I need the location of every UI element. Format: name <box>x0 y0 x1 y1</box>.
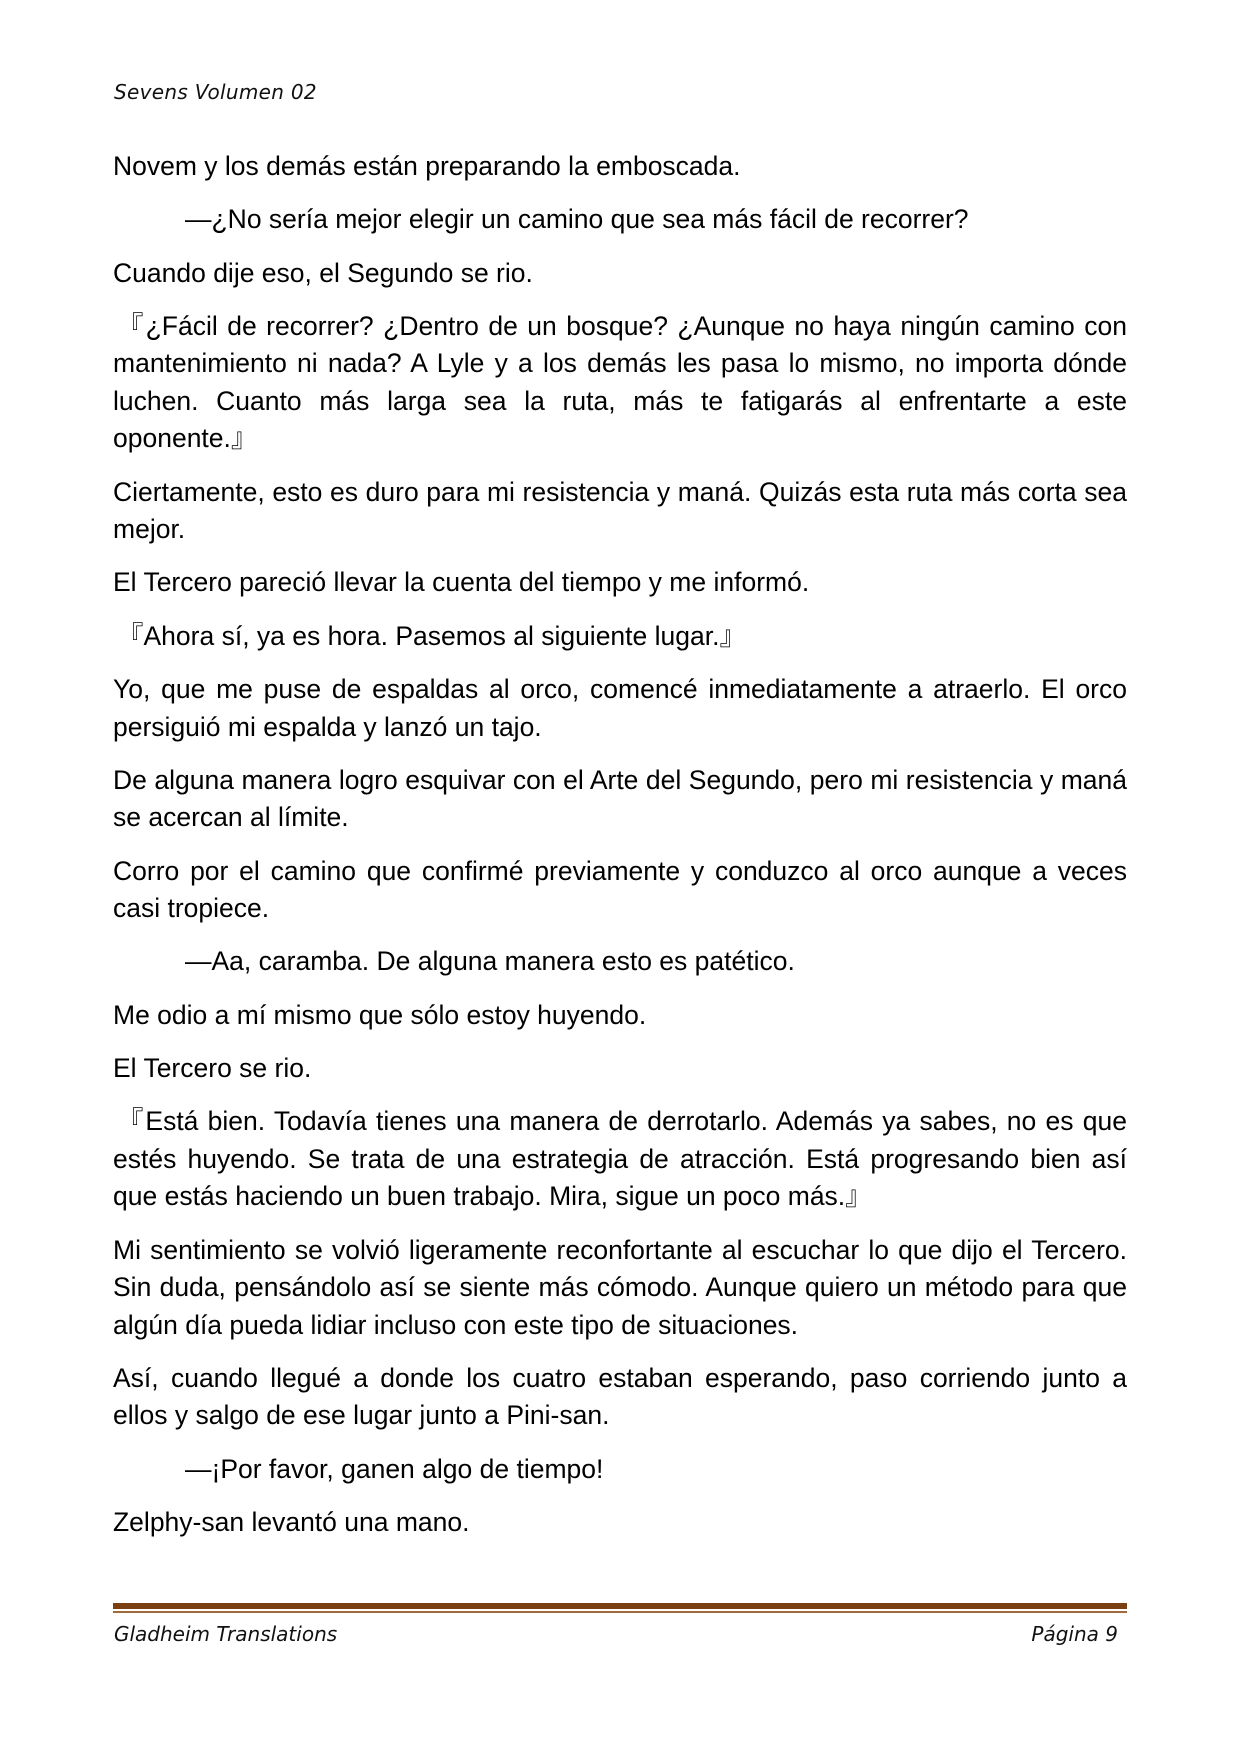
paragraph: Zelphy-san levantó una mano. <box>113 1507 470 1538</box>
paragraph: El Tercero se rio. <box>113 1053 312 1084</box>
footer-rule-thin <box>113 1611 1127 1613</box>
footer-rule <box>113 1603 1127 1609</box>
paragraph: Cuando dije eso, el Segundo se rio. <box>113 257 533 288</box>
paragraph: Me odio a mí mismo que sólo estoy huyendo. <box>113 999 647 1030</box>
inner-voice-paragraph: 『Está bien. Todavía tienes una manera de derrotarlo. Además ya sabes, no es que estés huyendo. Se trata de una estrategia de atracción. Está progresando bien así que estás haciendo un buen trabajo. Mira, sigue un poco más.』 <box>113 1106 1127 1212</box>
paragraph: Corro por el camino que confirmé previamente y conduzco al orco aunque a veces casi tropiece. <box>113 855 1127 924</box>
paragraph: El Tercero pareció llevar la cuenta del tiempo y me informó. <box>113 567 810 598</box>
dialogue-paragraph: —Aa, caramba. De alguna manera esto es patético. <box>185 946 795 977</box>
running-header: Sevens Volumen 02 <box>114 80 317 104</box>
paragraph: Mi sentimiento se volvió ligeramente reconfortante al escuchar lo que dijo el Tercero. Sin duda, pensándolo así se siente más cómodo. Aunque quiero un método para que algún día pueda lidiar incluso con este tipo de situaciones. <box>113 1234 1127 1340</box>
paragraph: Ciertamente, esto es duro para mi resistencia y maná. Quizás esta ruta más corta sea mejor. <box>113 476 1127 545</box>
paragraph: Novem y los demás están preparando la emboscada. <box>113 151 741 181</box>
paragraph: De alguna manera logro esquivar con el Arte del Segundo, pero mi resistencia y maná se acercan al límite. <box>113 764 1127 833</box>
dialogue-paragraph: —¡Por favor, ganen algo de tiempo! <box>185 1453 604 1484</box>
paragraph: Así, cuando llegué a donde los cuatro estaban esperando, paso corriendo junto a ellos y salgo de ese lugar junto a Pini-san. <box>113 1362 1127 1431</box>
page-number: Página 9 <box>1031 1622 1118 1646</box>
dialogue-paragraph: —¿No sería mejor elegir un camino que sea más fácil de recorrer? <box>185 204 969 235</box>
inner-voice-paragraph: 『¿Fácil de recorrer? ¿Dentro de un bosque? ¿Aunque no haya ningún camino con mantenimiento ni nada? A Lyle y a los demás les pasa lo mismo, no importa dónde luchen. Cuanto más larga sea la ruta, más te fatigarás al enfrentarte a este oponente.』 <box>113 310 1127 454</box>
page-body <box>113 148 1127 1557</box>
footer-publisher: Gladheim Translations <box>114 1622 338 1646</box>
paragraph: Yo, que me puse de espaldas al orco, comencé inmediatamente a atraerlo. El orco persiguió mi espalda y lanzó un tajo. <box>113 674 1127 742</box>
inner-voice-paragraph: 『Ahora sí, ya es hora. Pasemos al siguiente lugar.』 <box>117 620 746 651</box>
